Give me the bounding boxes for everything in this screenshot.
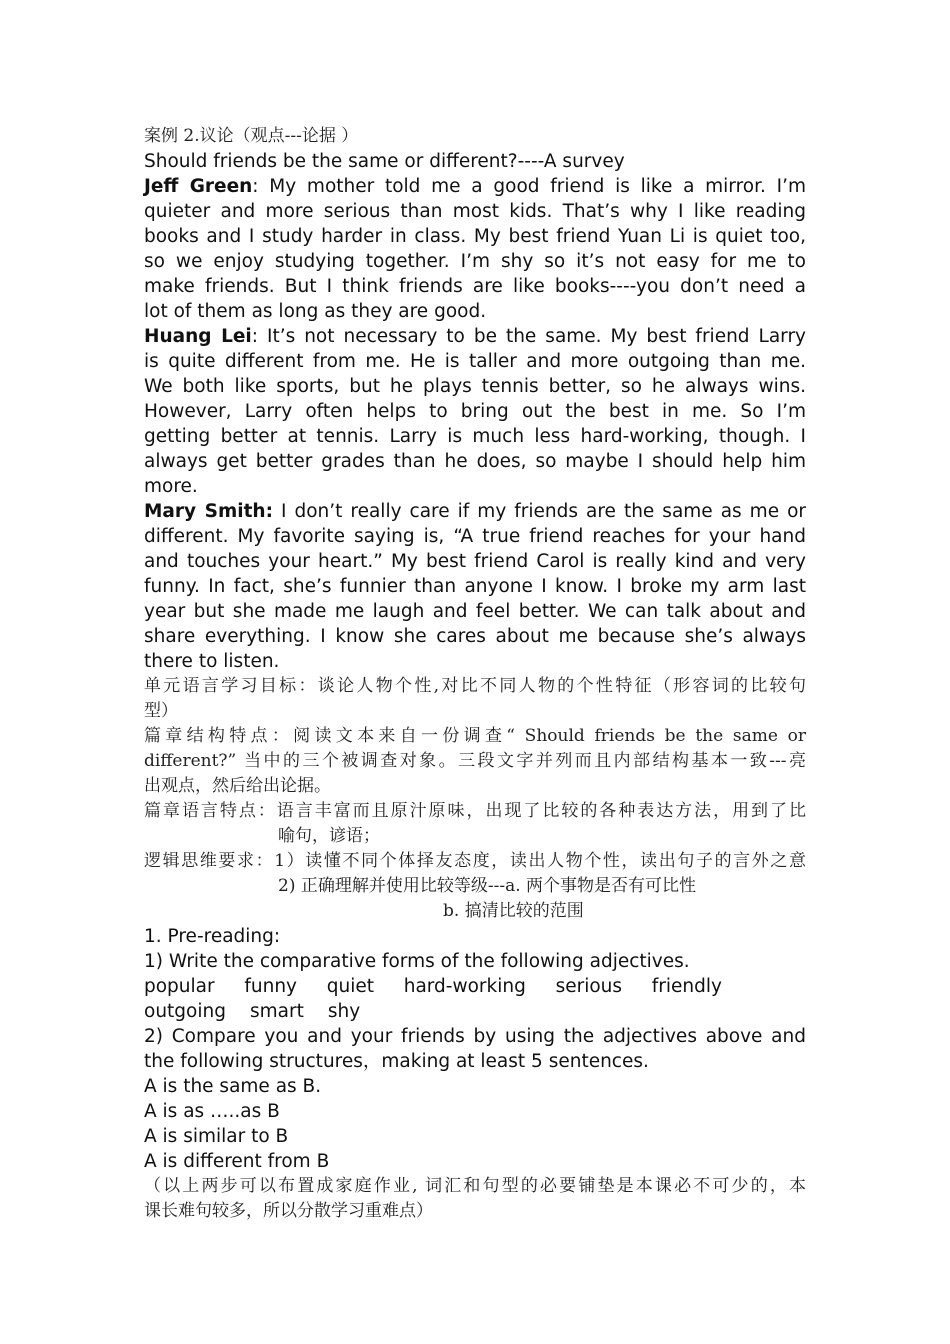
task-2: 2) Compare you and your friends by using the adjectives above and [144, 1026, 806, 1047]
adjective: friendly [651, 976, 722, 997]
adjective: funny [244, 976, 297, 997]
paragraph-line: more. [144, 476, 198, 497]
paragraph-line: so we enjoy studying together. I’m shy so it’s not easy for me to [144, 251, 806, 272]
paragraph-line: We both like sports, but he plays tennis better, so he always wins. [144, 376, 806, 397]
speaker-name: Jeff Green [144, 176, 253, 197]
paragraph-line: Huang Lei: It’s not necessary to be the same. My best friend Larry [144, 326, 807, 347]
adjective: shy [327, 1001, 361, 1022]
structure-line: 篇章结构特点：阅读文本来自一份调查“ Should friends be the same or [144, 726, 806, 746]
adjective: quiet [326, 976, 374, 997]
structure-example: A is the same as B. [144, 1076, 322, 1097]
survey-title: Should friends be the same or different?----A survey [144, 151, 625, 172]
paragraph-line: year but she made me laugh and feel better. We can talk about and [144, 601, 806, 622]
paragraph-line: Mary Smith: I don’t really care if my friends are the same as me or [144, 501, 807, 522]
goal-line: 单元语言学习目标：谈论人物个性,对比不同人物的个性特征（形容词的比较句 [144, 676, 806, 696]
goal-line: 型） [144, 701, 178, 721]
prereading-section [144, 924, 806, 1224]
adjective: serious [555, 976, 623, 997]
speaker-name: Mary Smith: [144, 501, 273, 522]
task-1: 1) Write the comparative forms of the following adjectives. [144, 951, 690, 972]
adjective: outgoing [144, 1001, 226, 1022]
structure-example: A is different from B [144, 1151, 330, 1172]
document-page [144, 124, 806, 1224]
structure-example: A is similar to B [144, 1126, 289, 1147]
paragraph-line: books and I study harder in class. My best friend Yuan Li is quiet too, [144, 226, 806, 247]
adjective: popular [144, 976, 215, 997]
huang-paragraph [144, 324, 806, 499]
paragraph-line: lot of them as long as they are good. [144, 301, 487, 322]
speaker-name: Huang Lei [144, 326, 252, 347]
language-line: 喻句，谚语； [278, 826, 380, 846]
paragraph-line: getting better at tennis. Larry is much less hard-working, though. I [144, 426, 806, 447]
structure-line: 出观点，然后给出论据。 [144, 776, 331, 796]
task-2: the following structures，making at least 5 sentences. [144, 1051, 649, 1072]
notes-section [144, 674, 806, 924]
prereading-heading: 1. Pre-reading: [144, 926, 281, 947]
structure-line: different?” 当中的三个被调查对象。三段文字并列而且内部结构基本一致---亮 [144, 751, 806, 771]
paragraph-line: different. My favorite saying is, “A true friend reaches for your hand [144, 526, 806, 547]
paragraph-line: quieter and more serious than most kids. That’s why I like reading [144, 201, 806, 222]
paragraph-line: make friends. But I think friends are like books----you don’t need a [144, 276, 806, 297]
jeff-paragraph [144, 174, 806, 324]
logic-line: 逻辑思维要求：1）读懂不同个体择友态度，读出人物个性，读出句子的言外之意 [144, 851, 806, 871]
paragraph-line: always get better grades than he does, so maybe I should help him [144, 451, 806, 472]
paragraph-line: and touches your heart.” My best friend Carol is really kind and very [144, 551, 806, 572]
paragraph-line: share everything. I know she cares about me because she’s always [144, 626, 806, 647]
adjective: hard-working [403, 976, 526, 997]
paragraph-line: funny. In fact, she’s funnier than anyone I know. I broke my arm last [144, 576, 806, 597]
adjectives-row [144, 974, 806, 999]
adjectives-row [144, 999, 806, 1024]
homework-note: 课长难句较多，所以分散学习重难点） [144, 1201, 433, 1221]
case-title: 案例 2.议论（观点---论据 ） [144, 126, 359, 146]
homework-note: （以上两步可以布置成家庭作业, 词汇和句型的必要铺垫是本课必不可少的，本 [144, 1176, 806, 1196]
paragraph-line: is quite different from me. He is taller and more outgoing than me. [144, 351, 806, 372]
mary-paragraph [144, 499, 806, 674]
paragraph-line: However, Larry often helps to bring out the best in me. So I’m [144, 401, 806, 422]
structure-example: A is as …..as B [144, 1101, 280, 1122]
language-line: 篇章语言特点：语言丰富而且原汁原味，出现了比较的各种表达方法，用到了比 [144, 801, 806, 821]
logic-line: 2) 正确理解并使用比较等级---a. 两个事物是否有可比性 [278, 876, 697, 896]
logic-line: b. 搞清比较的范围 [443, 901, 584, 921]
paragraph-line: Jeff Green: My mother told me a good friend is like a mirror. I’m [144, 176, 806, 197]
adjective: smart [249, 1001, 304, 1022]
paragraph-line: there to listen. [144, 651, 280, 672]
